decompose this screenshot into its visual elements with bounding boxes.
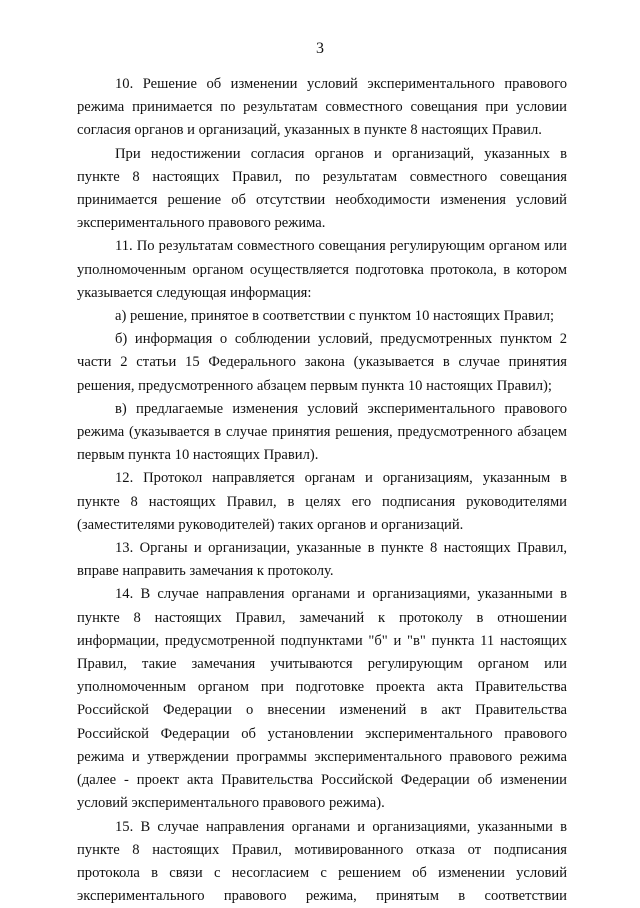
paragraph-13: 13. Органы и организации, указанные в пункте 8 настоящих Правил, вправе направить замечания к протоколу. bbox=[77, 537, 567, 583]
page-number: 3 bbox=[0, 39, 640, 59]
paragraph-11-b: б) информация о соблюдении условий, предусмотренных пунктом 2 части 2 статьи 15 Федерального закона (указывается в случае принятия решения, предусмотренного абзацем первым пункта 10 настоящих Правил); bbox=[77, 328, 567, 398]
paragraph-14: 14. В случае направления органами и организациями, указанными в пункте 8 настоящих Правил, замечаний к протоколу в отношении информации, предусмотренной подпунктами "б" и "в" пункта 11 настоящих Правил, такие замечания учитываются регулирующим органом или уполномоченным органом при подготовке проекта акта Правительства Российской Федерации о внесении изменений в акт Правительства Российской Федерации об установлении экспериментального правового режима и утверждении программы экспериментального правового режима (далее - проект акта Правительства Российской Федерации об изменении условий экспериментального правового режима). bbox=[77, 583, 567, 815]
document-body bbox=[77, 73, 567, 908]
paragraph-15: 15. В случае направления органами и организациями, указанными в пункте 8 настоящих Правил, мотивированного отказа от подписания протокола в связи с несогласием с решением об изменении условий экспериментального правового режима, принятым в соответствии bbox=[77, 816, 567, 908]
paragraph-11: 11. По результатам совместного совещания регулирующим органом или уполномоченным органом осуществляется подготовка протокола, в котором указывается следующая информация: bbox=[77, 235, 567, 305]
paragraph-10: 10. Решение об изменении условий экспериментального правового режима принимается по результатам совместного совещания при условии согласия органов и организаций, указанных в пункте 8 настоящих Правил. bbox=[77, 73, 567, 143]
paragraph-11-a: а) решение, принятое в соответствии с пунктом 10 настоящих Правил; bbox=[77, 305, 567, 328]
paragraph-10-disagreement: При недостижении согласия органов и организаций, указанных в пункте 8 настоящих Правил, по результатам совместного совещания принимается решение об отсутствии необходимости изменения условий экспериментального правового режима. bbox=[77, 143, 567, 236]
paragraph-11-c: в) предлагаемые изменения условий экспериментального правового режима (указывается в случае принятия решения, предусмотренного абзацем первым пункта 10 настоящих Правил). bbox=[77, 398, 567, 468]
paragraph-12: 12. Протокол направляется органам и организациям, указанным в пункте 8 настоящих Правил, в целях его подписания руководителями (заместителями руководителей) таких органов и организаций. bbox=[77, 467, 567, 537]
